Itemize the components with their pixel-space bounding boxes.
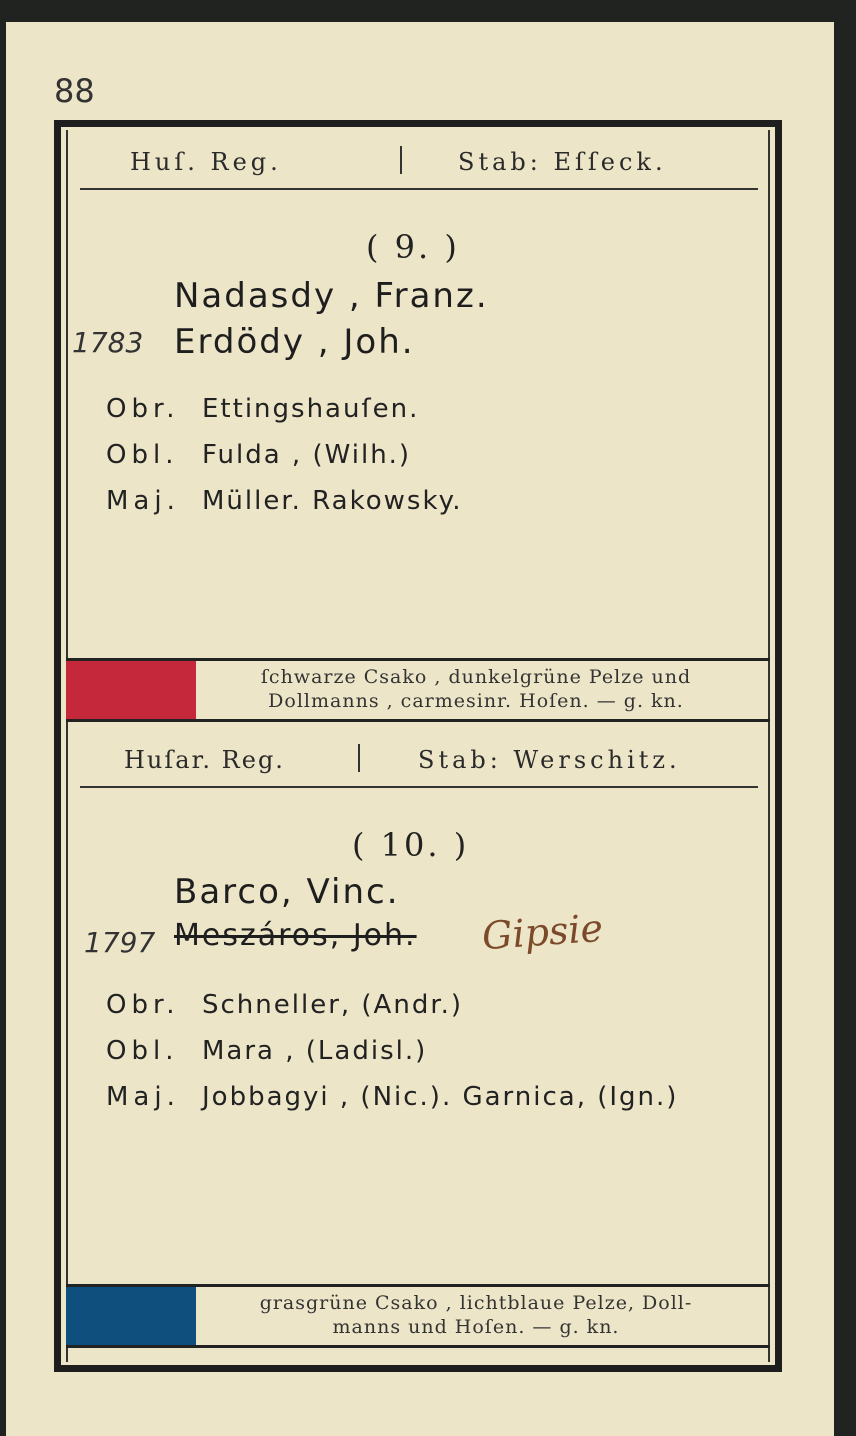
regiment-type: Huſar. Reg. (124, 746, 285, 774)
uniform-color-swatch (66, 1287, 196, 1345)
second-proprietor: Erdödy , Joh. (174, 322, 415, 362)
handwritten-annotation: Gipsie (480, 905, 605, 959)
staff-officer (106, 486, 463, 516)
staff-name: Mara , (Ladisl.) (202, 1036, 428, 1066)
uniform-line: Dollmanns , carmesinr. Hoſen. — g. kn. (268, 690, 684, 712)
uniform-description (66, 1284, 770, 1348)
header-separator (358, 744, 360, 772)
uniform-line: manns und Hoſen. — g. kn. (332, 1316, 620, 1338)
staff-officer (106, 440, 411, 470)
appointment-year: 1783 (72, 326, 144, 359)
proprietor-name: Nadasdy , Franz. (174, 276, 489, 316)
staff-name: Schneller, (Andr.) (202, 990, 464, 1020)
scan-edge-top (0, 0, 856, 22)
second-proprietor-struck: Meszáros, Joh. (174, 918, 417, 953)
regiment-type: Huſ. Reg. (130, 148, 282, 176)
staff-name: Ettingshauſen. (202, 394, 420, 424)
staff-officer (106, 1082, 678, 1112)
regiment-staff-location: Stab: Eſſeck. (458, 148, 667, 176)
proprietor-name: Barco, Vinc. (174, 872, 400, 912)
uniform-text (206, 1291, 746, 1339)
uniform-line: grasgrüne Csako , lichtblaue Pelze, Doll- (259, 1292, 693, 1314)
scan-edge-right (834, 0, 856, 1436)
staff-rank: Obl. (106, 1036, 179, 1066)
staff-rank: Obr. (106, 990, 180, 1020)
appointment-year: 1797 (84, 926, 156, 959)
staff-rank: Maj. (106, 486, 180, 516)
page-number: 88 (54, 72, 95, 110)
regiment-header (80, 136, 758, 190)
header-separator (400, 146, 402, 174)
scan-edge-left (0, 22, 6, 1436)
regiment-staff-location: Stab: Werschitz. (418, 746, 681, 774)
staff-officer (106, 990, 463, 1020)
staff-rank: Obr. (106, 394, 180, 424)
uniform-text (206, 665, 746, 713)
staff-name: Fulda , (Wilh.) (202, 440, 412, 470)
staff-rank: Maj. (106, 1082, 180, 1112)
regiment-header (80, 734, 758, 788)
uniform-line: ſchwarze Csako , dunkelgrüne Pelze und (260, 666, 692, 688)
uniform-color-swatch (66, 661, 196, 719)
staff-officer (106, 1036, 427, 1066)
uniform-description (66, 658, 770, 722)
regiment-number: ( 10. ) (352, 826, 470, 864)
staff-rank: Obl. (106, 440, 179, 470)
staff-name: Müller. Rakowsky. (202, 486, 463, 516)
staff-officer (106, 394, 419, 424)
regiment-number: ( 9. ) (366, 228, 460, 266)
staff-name: Jobbagyi , (Nic.). Garnica, (Ign.) (202, 1082, 679, 1112)
